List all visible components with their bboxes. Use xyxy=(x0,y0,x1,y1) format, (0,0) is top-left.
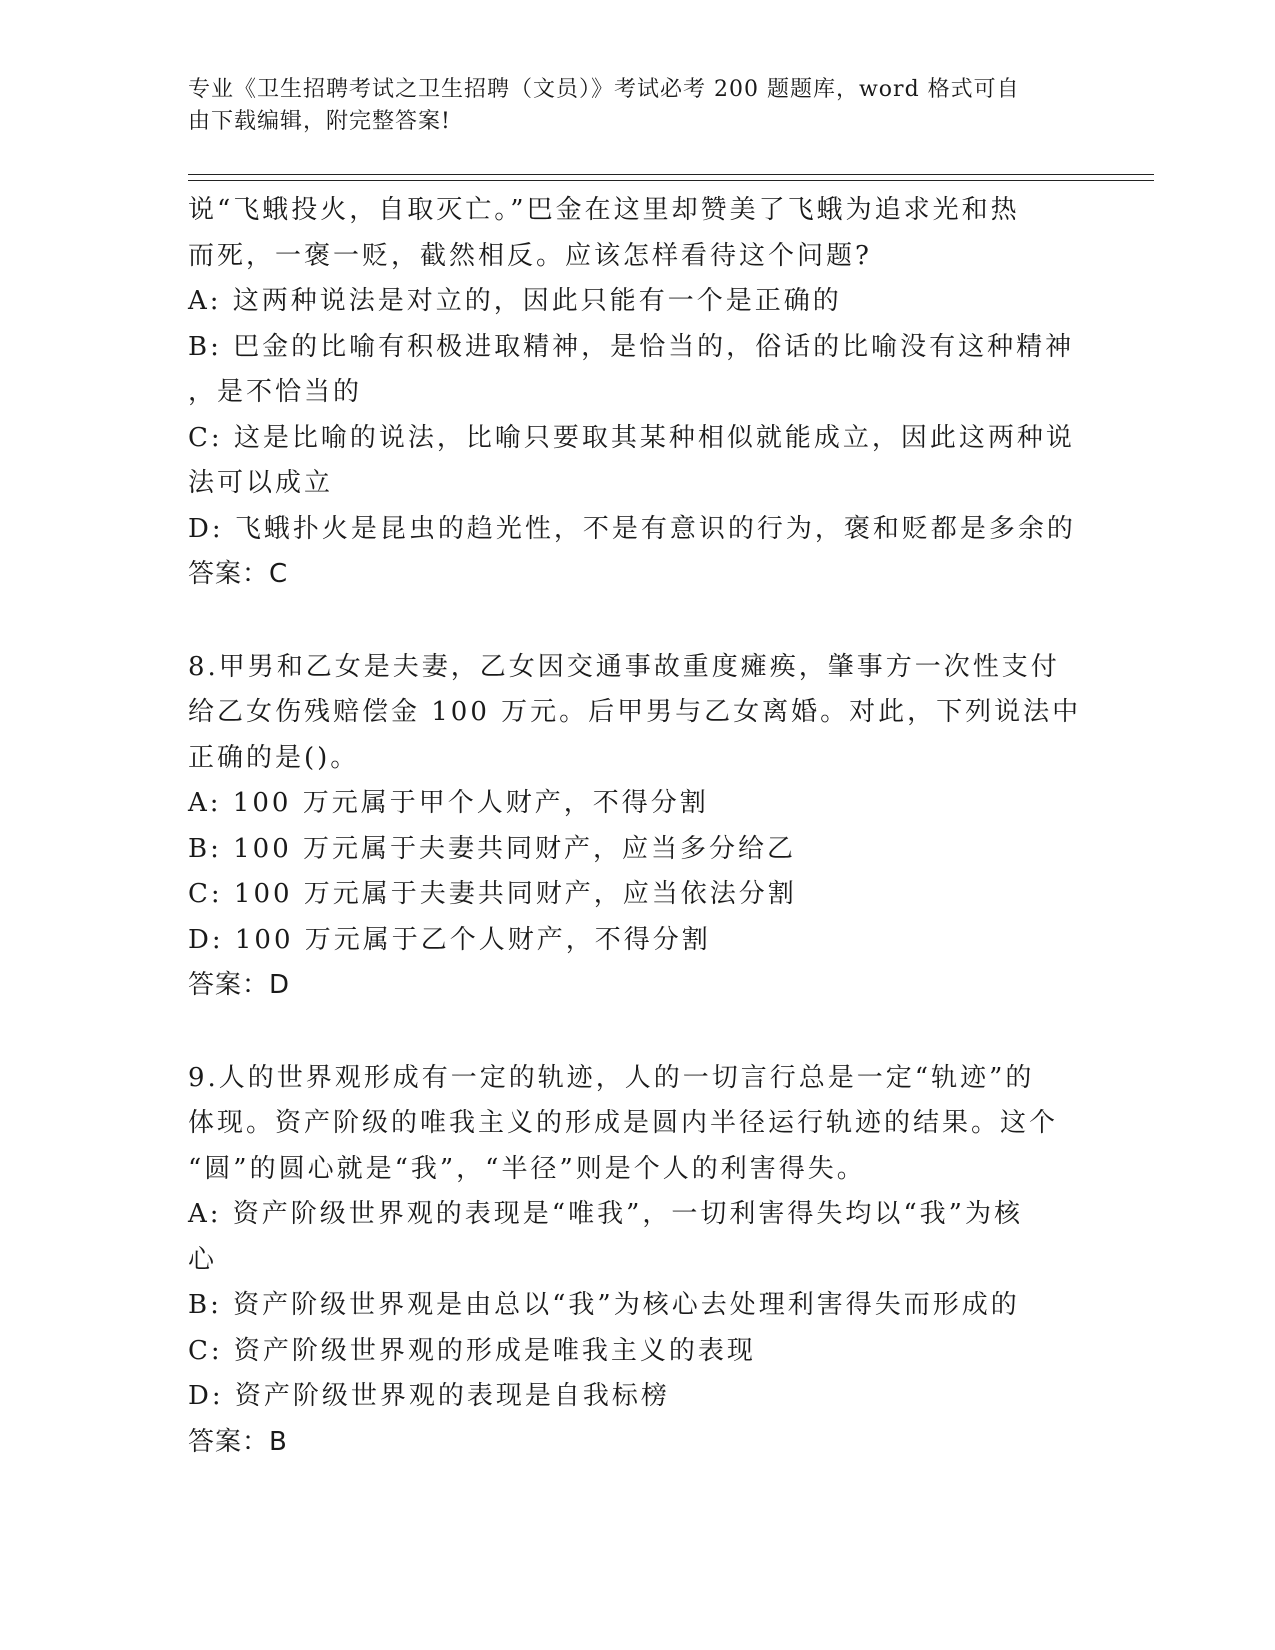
header-rule-bottom xyxy=(188,180,1154,181)
header-rule-top xyxy=(188,174,1154,175)
question-list xyxy=(188,188,1088,1465)
question-stem-line: 而死，一褒一贬，截然相反。应该怎样看待这个问题? xyxy=(188,240,872,271)
question-stem-line: 说“飞蛾投火，自取灭亡。”巴金在这里却赞美了飞蛾为追求光和热 xyxy=(188,195,1020,225)
question-stem-line: 体现。资产阶级的唯我主义的形成是圆内半径运行轨迹的结果。这个 xyxy=(188,1108,1059,1138)
question-9 xyxy=(188,1056,1088,1466)
option-b-continued: ，是不恰当的 xyxy=(188,377,363,407)
option-a: A: 资产阶级世界观的表现是“唯我”，一切利害得失均以“我”为核 xyxy=(188,1199,1023,1229)
option-d: D: 100 万元属于乙个人财产，不得分割 xyxy=(188,924,711,955)
option-c-continued: 法可以成立 xyxy=(188,468,334,498)
option-a-continued: 心 xyxy=(188,1244,218,1275)
question-stem-line: 8.甲男和乙女是夫妻，乙女因交通事故重度瘫痪，肇事方一次性支付 xyxy=(188,651,1060,682)
question-stem-line: 给乙女伤残赔偿金 100 万元。后甲男与乙女离婚。对此，下列说法中 xyxy=(188,697,1082,727)
answer-label: 答案：D xyxy=(188,970,291,1000)
option-b: B: 资产阶级世界观是由总以“我”为核心去处理利害得失而形成的 xyxy=(188,1290,1020,1320)
option-b: B: 巴金的比喻有积极进取精神，是恰当的，俗话的比喻没有这种精神 xyxy=(188,331,1075,362)
option-b: B: 100 万元属于夫妻共同财产，应当多分给乙 xyxy=(188,833,797,864)
answer-label: 答案：C xyxy=(188,559,289,589)
question-spacer xyxy=(188,1009,1088,1056)
option-a: A: 这两种说法是对立的，因此只能有一个是正确的 xyxy=(188,286,842,316)
option-d: D: 资产阶级世界观的表现是自我标榜 xyxy=(188,1381,670,1411)
question-stem-line: “圆”的圆心就是“我”，“半径”则是个人的利害得失。 xyxy=(188,1153,866,1184)
option-c: C: 资产阶级世界观的形成是唯我主义的表现 xyxy=(188,1335,756,1366)
question-spacer xyxy=(188,598,1088,645)
option-c: C: 这是比喻的说法，比喻只要取其某种相似就能成立，因此这两种说 xyxy=(188,422,1075,453)
header-line-1: 专业《卫生招聘考试之卫生招聘（文员）》考试必考 200 题题库，word 格式可自 xyxy=(188,77,1020,102)
question-stem-line: 正确的是()。 xyxy=(188,742,360,773)
page-header xyxy=(188,74,1068,138)
header-line-2: 由下载编辑，附完整答案! xyxy=(188,109,451,134)
question-8 xyxy=(188,645,1088,1009)
question-stem-line: 9.人的世界观形成有一定的轨迹，人的一切言行总是一定“轨迹”的 xyxy=(188,1062,1035,1093)
option-c: C: 100 万元属于夫妻共同财产，应当依法分割 xyxy=(188,879,797,909)
answer-label: 答案：B xyxy=(188,1426,288,1457)
question-7 xyxy=(188,188,1088,598)
option-a: A: 100 万元属于甲个人财产，不得分割 xyxy=(188,788,709,818)
option-d: D: 飞蛾扑火是昆虫的趋光性，不是有意识的行为，褒和贬都是多余的 xyxy=(188,513,1076,544)
